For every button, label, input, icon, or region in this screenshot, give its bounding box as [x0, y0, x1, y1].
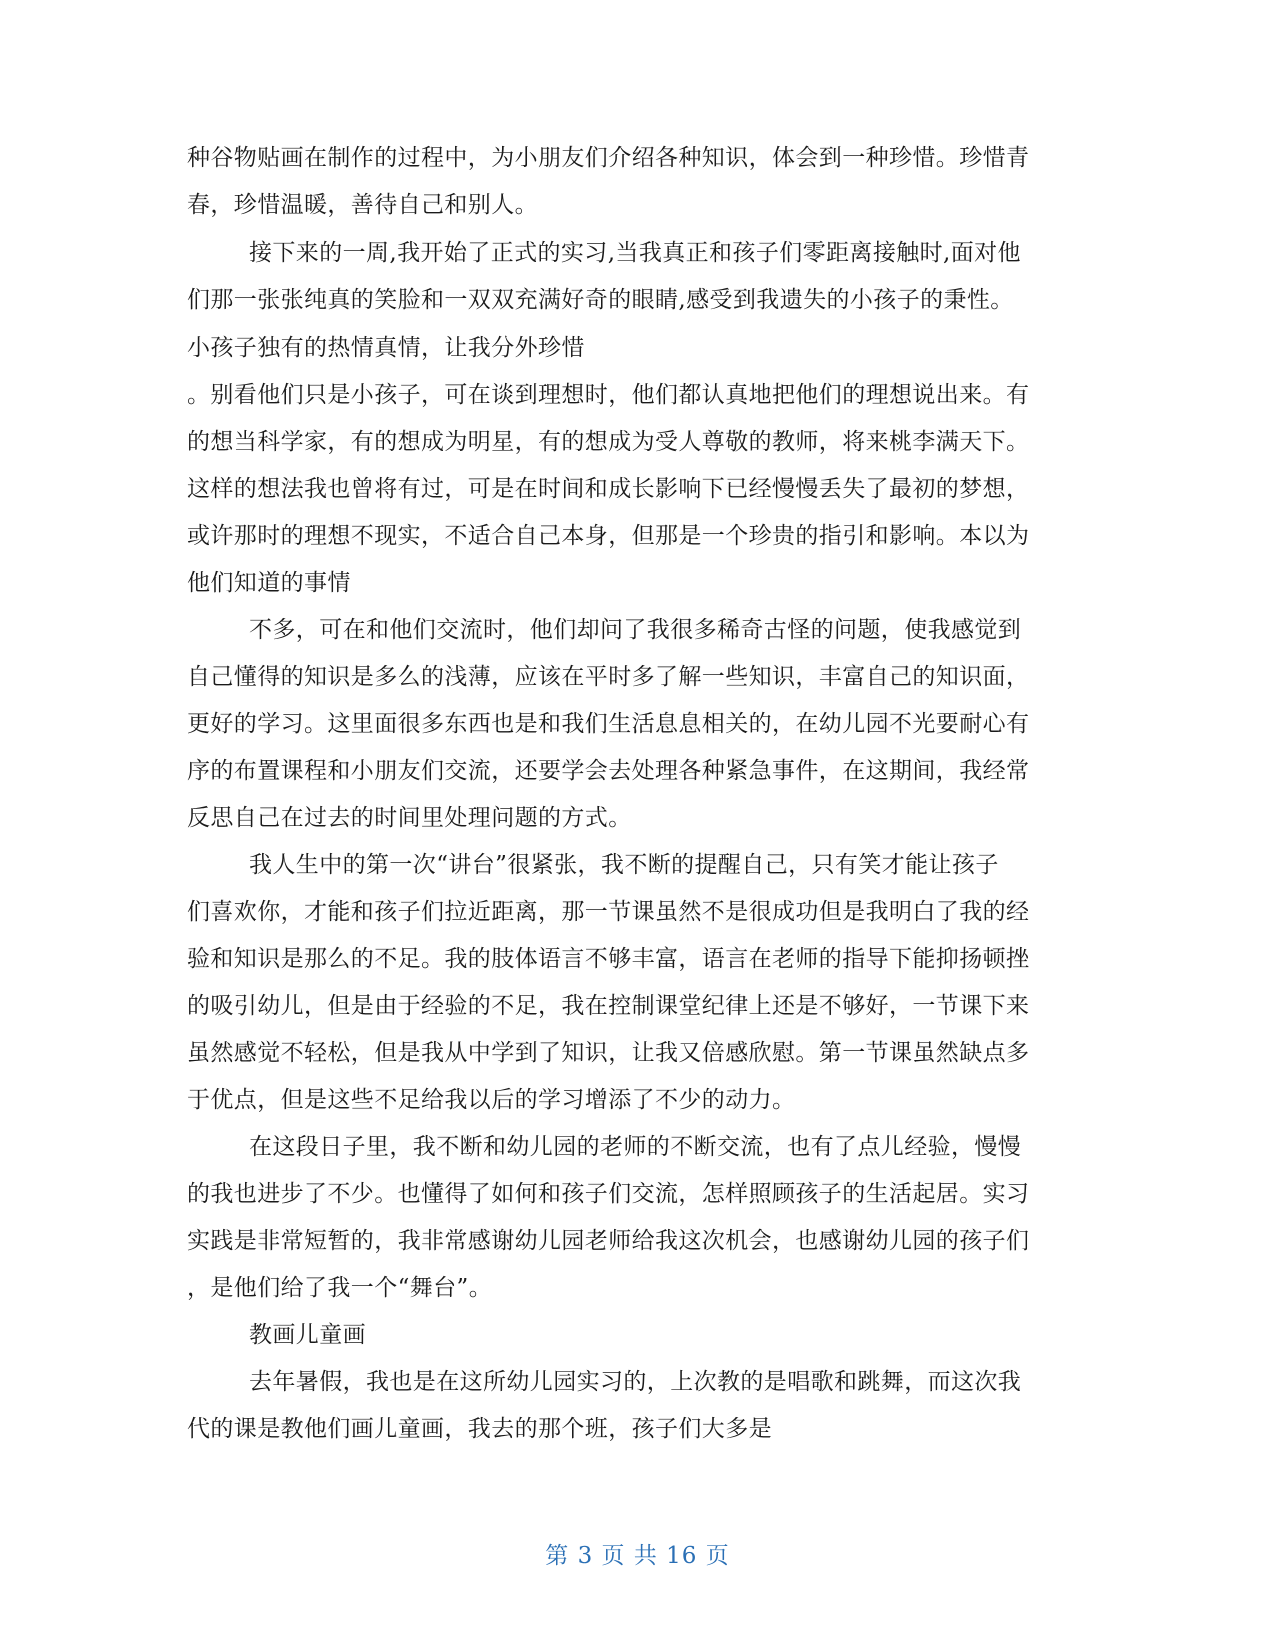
section-heading: 教画儿童画 [249, 1322, 366, 1348]
text-line: 实践是非常短暂的，我非常感谢幼儿园老师给我这次机会，也感谢幼儿园的孩子们 [187, 1228, 1030, 1254]
text-line: 的我也进步了不少。也懂得了如何和孩子们交流，怎样照顾孩子的生活起居。实习 [187, 1181, 1030, 1207]
text-line: 更好的学习。这里面很多东西也是和我们生活息息相关的，在幼儿园不光要耐心有 [187, 711, 1030, 737]
text-line: 于优点，但是这些不足给我以后的学习增添了不少的动力。 [187, 1087, 796, 1113]
text-line: 验和知识是那么的不足。我的肢体语言不够丰富，语言在老师的指导下能抑扬顿挫 [187, 946, 1030, 972]
paragraph-first-line: 去年暑假，我也是在这所幼儿园实习的，上次教的是唱歌和跳舞，而这次我 [249, 1369, 1022, 1395]
text-line: 自己懂得的知识是多么的浅薄，应该在平时多了解一些知识，丰富自己的知识面， [187, 664, 1030, 690]
text-line: 种谷物贴画在制作的过程中，为小朋友们介绍各种知识，体会到一种珍惜。珍惜青 [187, 145, 1030, 171]
text-line: ，是他们给了我一个“舞台”。 [187, 1275, 493, 1301]
text-line: 的吸引幼儿，但是由于经验的不足，我在控制课堂纪律上还是不够好，一节课下来 [187, 993, 1030, 1019]
text-line: 虽然感觉不轻松，但是我从中学到了知识，让我又倍感欣慰。第一节课虽然缺点多 [187, 1040, 1030, 1066]
text-line: 们喜欢你，才能和孩子们拉近距离，那一节课虽然不是很成功但是我明白了我的经 [187, 899, 1030, 925]
paragraph-first-line: 在这段日子里，我不断和幼儿园的老师的不断交流，也有了点儿经验，慢慢 [249, 1134, 1022, 1160]
paragraph-first-line: 我人生中的第一次“讲台”很紧张，我不断的提醒自己，只有笑才能让孩子 [249, 852, 999, 878]
text-line: 代的课是教他们画儿童画，我去的那个班，孩子们大多是 [187, 1416, 772, 1442]
text-line: 他们知道的事情 [187, 570, 351, 596]
text-line: 反思自己在过去的时间里处理问题的方式。 [187, 805, 632, 831]
text-line: 的想当科学家，有的想成为明星，有的想成为受人尊敬的教师，将来桃李满天下。 [187, 429, 1030, 455]
text-line: 小孩子独有的热情真情，让我分外珍惜 [187, 335, 585, 361]
text-line: 或许那时的理想不现实，不适合自己本身，但那是一个珍贵的指引和影响。本以为 [187, 523, 1030, 549]
text-line: 这样的想法我也曾将有过，可是在时间和成长影响下已经慢慢丢失了最初的梦想， [187, 476, 1030, 502]
paragraph-first-line: 接下来的一周,我开始了正式的实习,当我真正和孩子们零距离接触时,面对他 [249, 240, 1021, 266]
text-line: 们那一张张纯真的笑脸和一双双充满好奇的眼睛,感受到我遗失的小孩子的秉性。 [187, 287, 1014, 313]
text-line: 春，珍惜温暖，善待自己和别人。 [187, 192, 538, 218]
paragraph-first-line: 不多，可在和他们交流时，他们却问了我很多稀奇古怪的问题，使我感觉到 [249, 617, 1022, 643]
page-number-footer: 第 3 页 共 16 页 [545, 1543, 730, 1569]
text-line: 序的布置课程和小朋友们交流，还要学会去处理各种紧急事件，在这期间，我经常 [187, 758, 1030, 784]
text-line: 。别看他们只是小孩子，可在谈到理想时，他们都认真地把他们的理想说出来。有 [187, 382, 1030, 408]
